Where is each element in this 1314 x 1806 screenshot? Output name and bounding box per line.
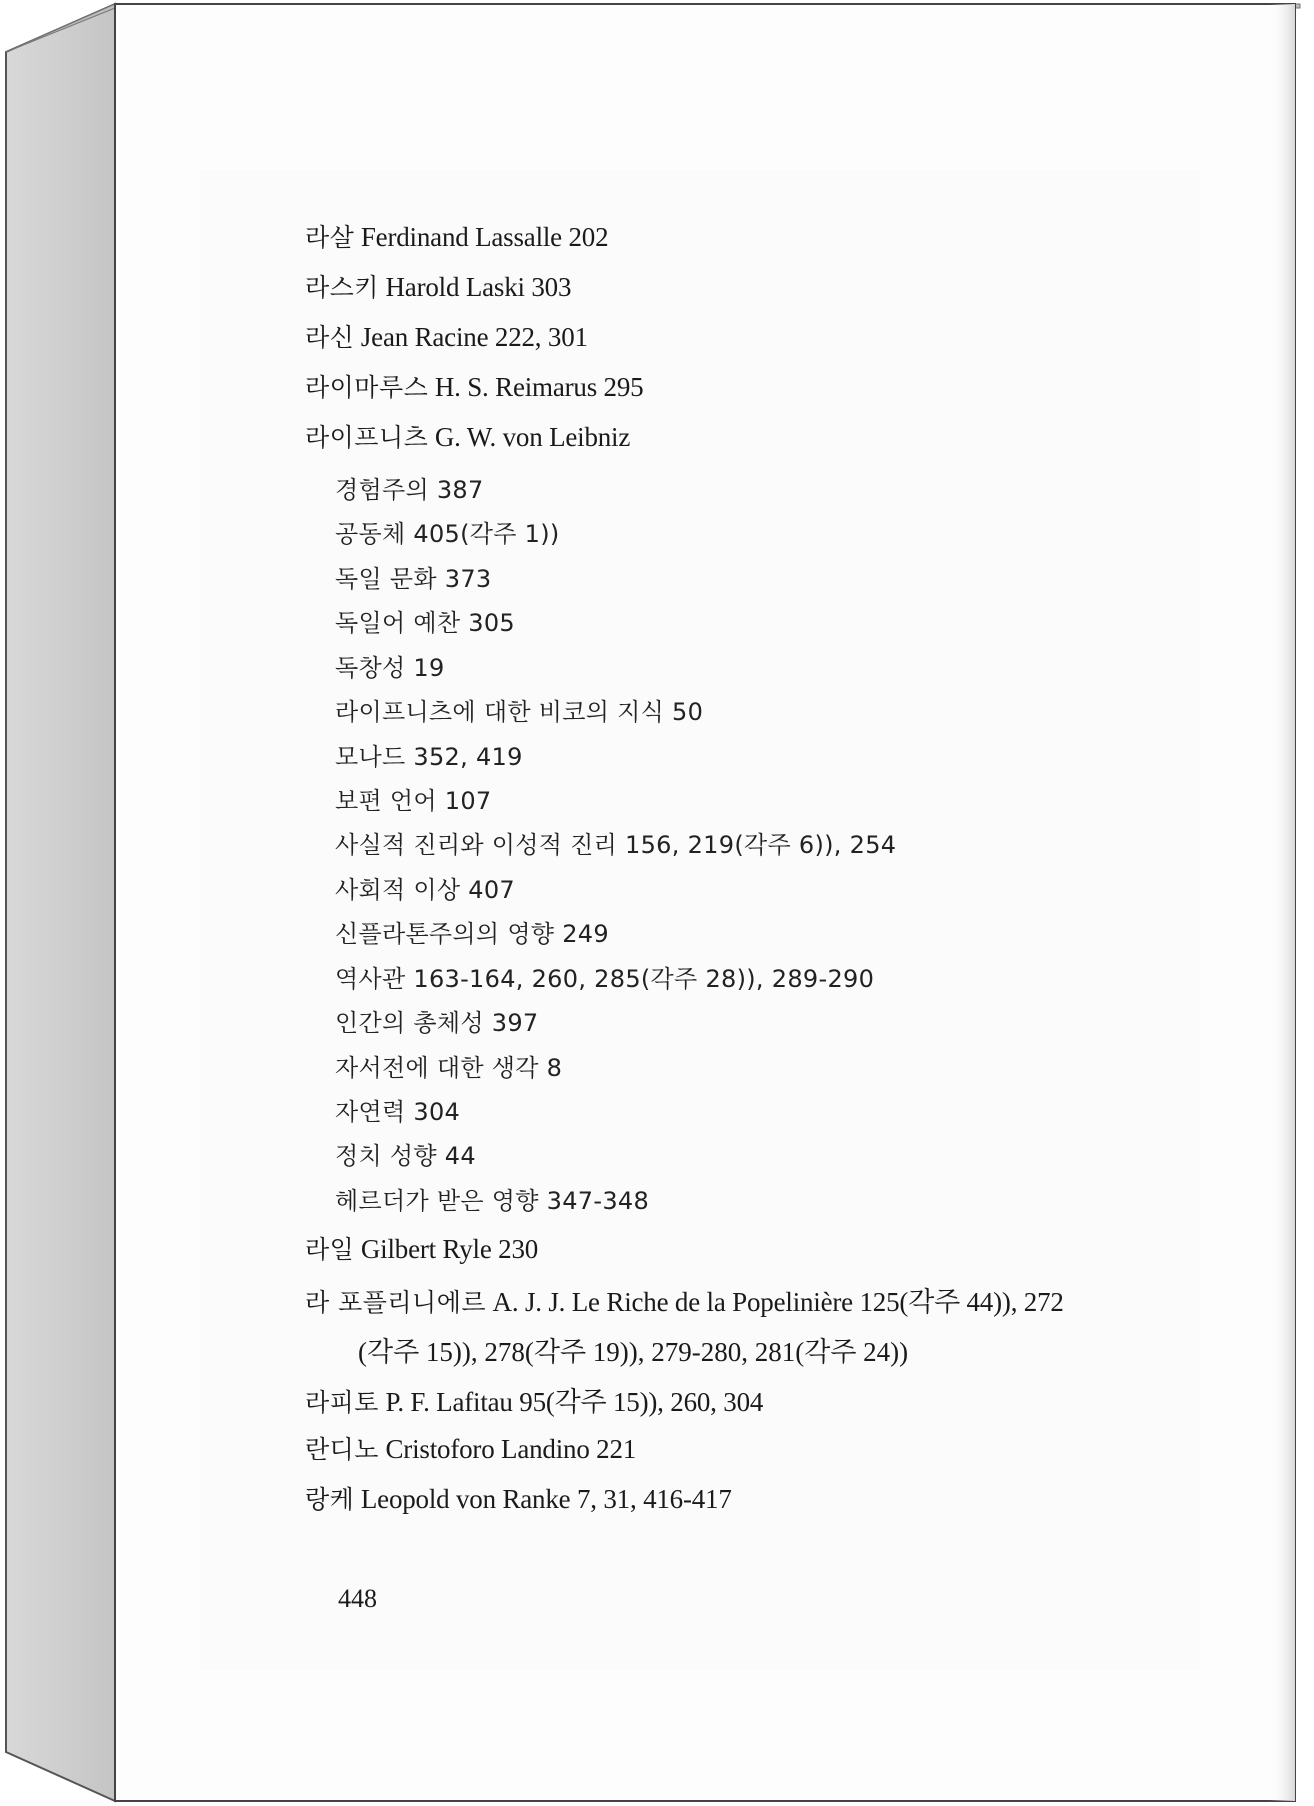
page-number: 448 <box>338 1584 377 1613</box>
leibniz-subentry: 정치 성향 44 <box>335 1142 476 1170</box>
index-entry-laski: 라스키 Harold Laski 303 <box>305 272 572 302</box>
leibniz-subentry: 라이프니츠에 대한 비코의 지식 50 <box>335 698 704 726</box>
leibniz-subentry: 인간의 총체성 397 <box>335 1009 539 1037</box>
index-entry-leibniz: 라이프니츠 G. W. von Leibniz <box>305 422 631 452</box>
index-entry-ryle: 라일 Gilbert Ryle 230 <box>305 1234 539 1264</box>
leibniz-subentry: 독일어 예찬 305 <box>335 609 515 637</box>
leibniz-subentry: 역사관 163-164, 260, 285(각주 28)), 289-290 <box>335 965 875 993</box>
leibniz-subentry: 헤르더가 받은 영향 347-348 <box>335 1187 650 1215</box>
index-entry-racine: 라신 Jean Racine 222, 301 <box>305 322 588 352</box>
leibniz-subentry: 사실적 진리와 이성적 진리 156, 219(각주 6)), 254 <box>335 831 897 859</box>
index-entry-popeliniere: 라 포플리니에르 A. J. J. Le Riche de la Popelinière 125(각주 44)), 272 <box>305 1287 1064 1317</box>
index-entry-landino: 란디노 Cristoforo Landino 221 <box>305 1434 637 1464</box>
index-entry-reimarus: 라이마루스 H. S. Reimarus 295 <box>305 372 644 402</box>
leibniz-subentry: 자서전에 대한 생각 8 <box>335 1054 563 1082</box>
leibniz-subentry: 독일 문화 373 <box>335 565 492 593</box>
leibniz-subentry: 신플라톤주의의 영향 249 <box>335 920 609 948</box>
leibniz-subentry: 공동체 405(각주 1)) <box>335 520 560 548</box>
leibniz-subentry: 경험주의 387 <box>335 476 484 504</box>
index-entry-lafitau: 라피토 P. F. Lafitau 95(각주 15)), 260, 304 <box>305 1387 764 1417</box>
leibniz-subentry: 자연력 304 <box>335 1098 461 1126</box>
leibniz-subentry: 독창성 19 <box>335 654 445 682</box>
index-entry-popeliniere-continuation: (각주 15)), 278(각주 19)), 279-280, 281(각주 24)) <box>358 1337 909 1367</box>
leibniz-subentry: 모나드 352, 419 <box>335 743 523 771</box>
leibniz-subentry: 사회적 이상 407 <box>335 876 515 904</box>
index-entry-lassalle: 라살 Ferdinand Lassalle 202 <box>305 222 609 252</box>
index-entry-ranke: 랑케 Leopold von Ranke 7, 31, 416-417 <box>305 1484 732 1514</box>
leibniz-subentry: 보편 언어 107 <box>335 787 492 815</box>
